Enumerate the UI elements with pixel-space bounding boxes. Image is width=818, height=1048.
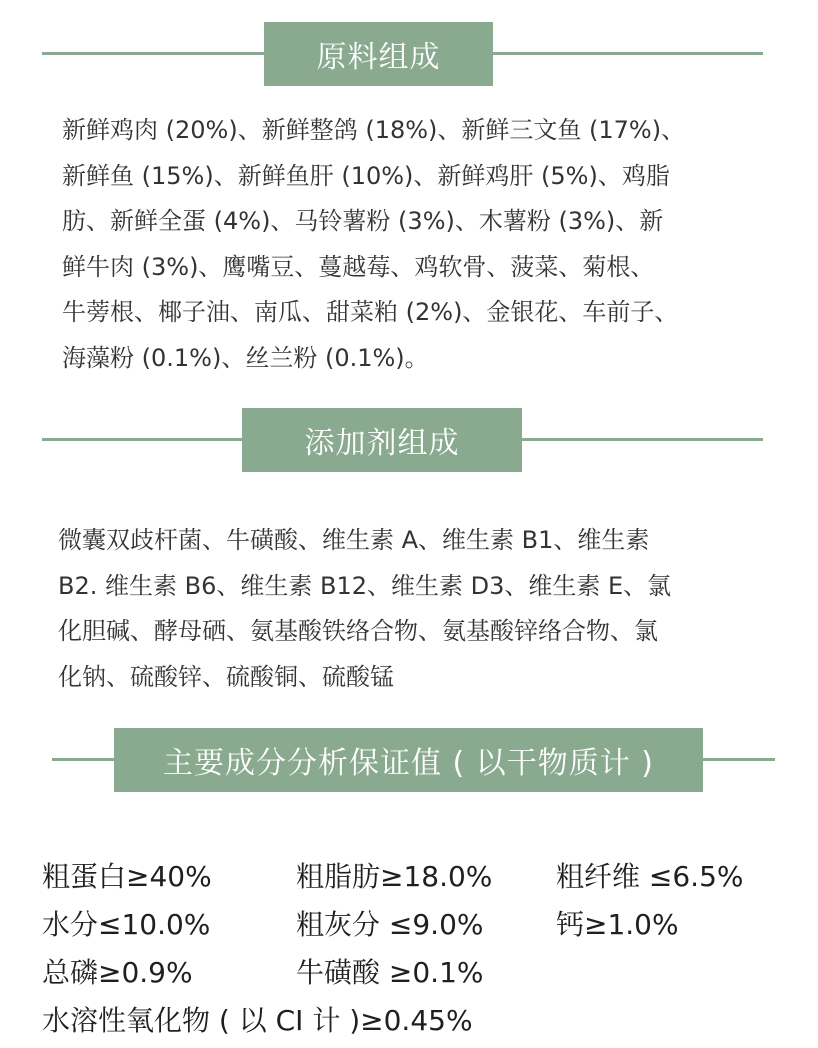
analysis-table [42, 856, 802, 1048]
analysis-row [42, 1000, 802, 1048]
additives-line: 化钠、硫酸锌、硫酸铜、硫酸锰 [58, 662, 394, 691]
ingredients-line: 牛蒡根、椰子油、南瓜、甜菜粕 (2%)、金银花、车前子、 [62, 298, 679, 326]
header-line-left [42, 438, 246, 441]
ingredients-title: 原料组成 [264, 22, 493, 86]
additives-line: 化胆碱、酵母硒、氨基酸铁络合物、氨基酸锌络合物、氯 [58, 617, 658, 645]
analysis-header [0, 728, 818, 792]
ingredients-line: 鲜牛肉 (3%)、鹰嘴豆、蔓越莓、鸡软骨、菠菜、菊根、 [62, 252, 655, 281]
ingredients-header [0, 22, 818, 86]
header-line-left [42, 52, 268, 55]
analysis-item-crude-fat: 粗脂肪≥18.0% [296, 860, 493, 893]
analysis-item-taurine: 牛磺酸 ≥0.1% [296, 956, 484, 989]
additives-text [58, 518, 671, 700]
ingredients-line: 新鲜鸡肉 (20%)、新鲜整鸽 (18%)、新鲜三文鱼 (17%)、 [62, 116, 686, 144]
additives-line: 微囊双歧杆菌、牛磺酸、维生素 A、维生素 B1、维生素 [58, 526, 650, 554]
additives-title: 添加剂组成 [242, 408, 522, 472]
analysis-item-moisture: 水分≤10.0% [42, 908, 211, 941]
analysis-item-calcium: 钙≥1.0% [556, 908, 679, 941]
analysis-item-crude-protein: 粗蛋白≥40% [42, 860, 212, 893]
header-line-right [522, 438, 763, 441]
analysis-row [42, 904, 802, 952]
analysis-item-total-phosphorus: 总磷≥0.9% [42, 956, 193, 989]
additives-line: B2. 维生素 B6、维生素 B12、维生素 D3、维生素 E、氯 [58, 571, 672, 600]
analysis-row [42, 952, 802, 1000]
header-line-right [703, 758, 775, 761]
analysis-row [42, 856, 802, 904]
header-line-left [52, 758, 118, 761]
ingredients-line: 肪、新鲜全蛋 (4%)、马铃薯粉 (3%)、木薯粉 (3%)、新 [62, 207, 664, 235]
ingredients-line: 海藻粉 (0.1%)、丝兰粉 (0.1%)。 [62, 343, 429, 372]
additives-header [0, 408, 818, 472]
analysis-item-crude-fiber: 粗纤维 ≤6.5% [556, 860, 744, 893]
analysis-item-crude-ash: 粗灰分 ≤9.0% [296, 908, 484, 941]
ingredients-text [62, 108, 685, 381]
analysis-title: 主要成分分析保证值 ( 以干物质计 ) [114, 728, 703, 792]
analysis-item-water-soluble-chloride: 水溶性氧化物 ( 以 CI 计 )≥0.45% [42, 1004, 473, 1037]
ingredients-line: 新鲜鱼 (15%)、新鲜鱼肝 (10%)、新鲜鸡肝 (5%)、鸡脂 [62, 161, 670, 190]
header-line-right [493, 52, 763, 55]
